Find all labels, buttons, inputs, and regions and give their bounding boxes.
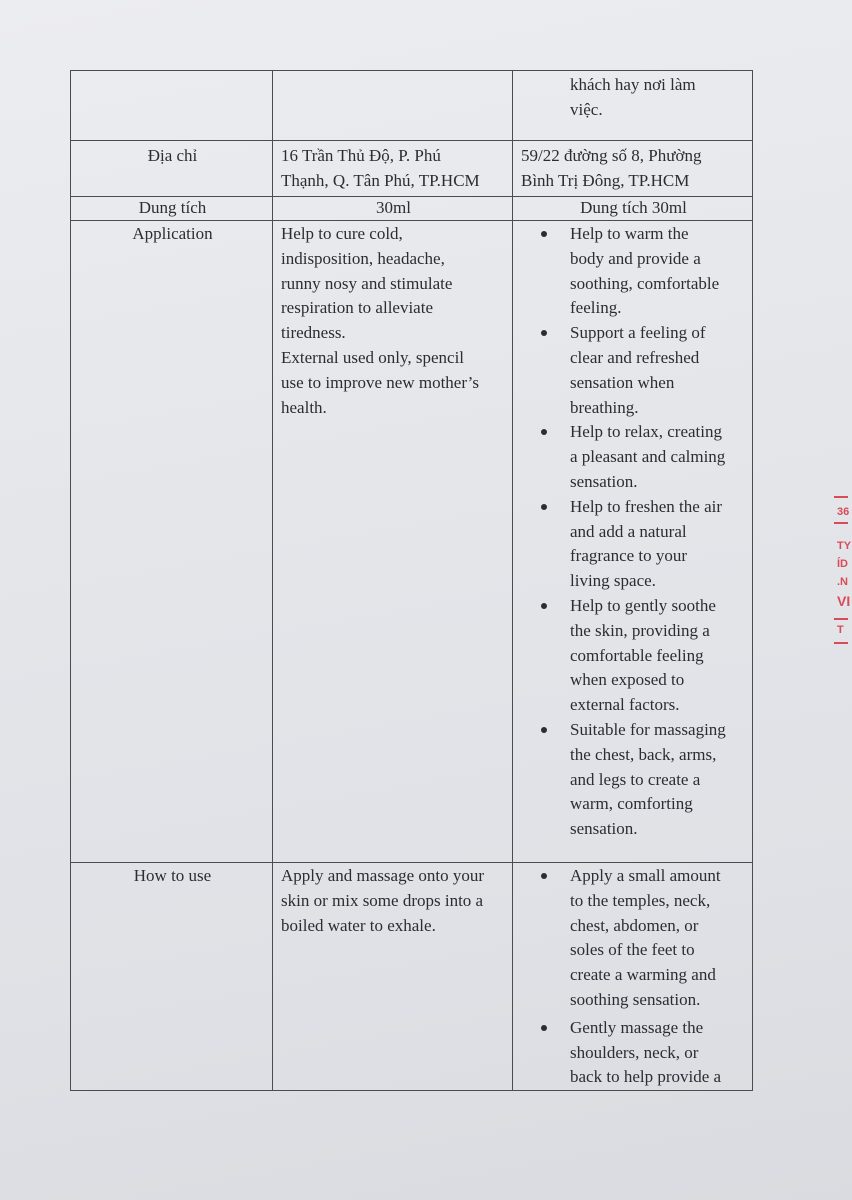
application-description — [281, 222, 506, 420]
text-line: External used only, spencil — [281, 347, 465, 367]
product-spec-table — [70, 70, 753, 1091]
howto-label-text: How to use — [133, 866, 212, 885]
text-line: respiration to alleviate — [281, 298, 433, 318]
volume-col2 — [273, 197, 513, 221]
list-item: Help to relax, creating a pleasant and calming sensation. — [519, 420, 748, 494]
stamp-line — [834, 522, 848, 524]
application-col2 — [273, 221, 513, 863]
row-continuation — [71, 71, 753, 141]
list-item: Apply a small amount to the temples, neck, chest, abdomen, or soles of the feet to create a warming and soothing sensation. — [519, 864, 748, 1013]
application-col3 — [513, 221, 753, 863]
application-bullet-list — [519, 222, 748, 842]
row-continuation-label — [71, 71, 273, 141]
row-continuation-col2 — [273, 71, 513, 141]
text-line: boiled water to exhale. — [281, 915, 436, 935]
text-line: runny nosy and stimulate — [281, 273, 453, 293]
list-item: Gently massage the shoulders, neck, or back to help provide a — [519, 1016, 748, 1090]
application-label-text: Application — [132, 224, 213, 243]
text-line: Apply and massage onto your — [281, 866, 485, 885]
howto-col3 — [513, 863, 753, 1091]
stamp-text: ÍD — [837, 558, 848, 570]
volume-col3 — [513, 197, 753, 221]
stamp-text: TY — [837, 540, 852, 552]
address-label-text: Địa chỉ — [147, 146, 198, 165]
list-item: Help to warm the body and provide a soothing, comfortable feeling. — [519, 222, 748, 321]
stamp-text: T — [837, 624, 844, 636]
text-line: việc. — [570, 99, 603, 119]
howto-col2 — [273, 863, 513, 1091]
application-label — [71, 221, 273, 863]
continuation-text — [519, 71, 748, 123]
row-application — [71, 221, 753, 863]
stamp-text: .N — [837, 576, 848, 588]
text-line: Help to cure cold, — [281, 224, 403, 243]
text-line: khách hay nơi làm — [570, 75, 696, 94]
text-line: Thạnh, Q. Tân Phú, TP.HCM — [281, 170, 480, 190]
howto-bullet-list — [519, 864, 748, 1090]
list-item: Suitable for massaging the chest, back, arms, and legs to create a warm, comforting sensation. — [519, 718, 748, 842]
address-label — [71, 141, 273, 197]
stamp-text: VI — [837, 593, 851, 609]
text-line: use to improve new mother’s — [281, 372, 479, 392]
row-continuation-col3 — [513, 71, 753, 141]
text-line: tiredness. — [281, 323, 346, 343]
document-table-container — [70, 70, 752, 1091]
row-how-to-use — [71, 863, 753, 1091]
row-volume — [71, 197, 753, 221]
text-line: indisposition, headache, — [281, 248, 445, 268]
text-line: 59/22 đường số 8, Phường — [521, 146, 702, 165]
address-col3 — [513, 141, 753, 197]
volume-label — [71, 197, 273, 221]
text-line: health. — [281, 397, 327, 417]
stamp-line — [834, 642, 848, 644]
list-item: Support a feeling of clear and refreshed sensation when breathing. — [519, 321, 748, 420]
list-item: Help to freshen the air and add a natural fragrance to your living space. — [519, 495, 748, 594]
red-stamp-fragment — [834, 492, 852, 652]
text-line: Bình Trị Đông, TP.HCM — [521, 170, 690, 190]
volume-value: 30ml — [376, 198, 411, 217]
volume-label-text: Dung tích — [138, 198, 207, 217]
address-col2 — [273, 141, 513, 197]
row-address — [71, 141, 753, 197]
howto-label — [71, 863, 273, 1091]
text-line: 16 Trần Thủ Độ, P. Phú — [281, 146, 441, 165]
stamp-line — [834, 618, 848, 620]
text-line: skin or mix some drops into a — [281, 890, 484, 910]
list-item: Help to gently soothe the skin, providing a comfortable feeling when exposed to external factors. — [519, 594, 748, 718]
stamp-line — [834, 496, 848, 498]
volume-value-en: Dung tích 30ml — [580, 198, 687, 217]
stamp-text: 36 — [837, 506, 850, 518]
